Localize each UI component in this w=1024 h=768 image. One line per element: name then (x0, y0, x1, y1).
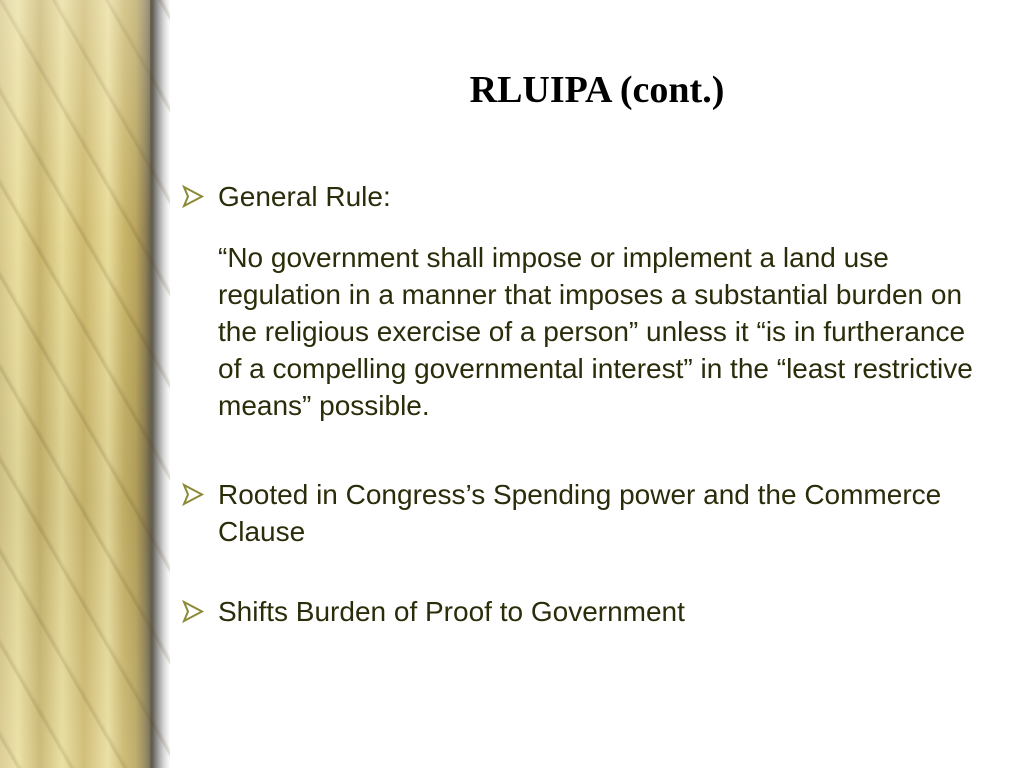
bullet-item (182, 593, 982, 630)
quoted-rule: “No government shall impose or implement a land use regulation in a manner that imposes a substantial burden on the religious exercise of a person” unless it “is in furtherance of a compelling governmental interest” in the “least restrictive means” possible. (218, 242, 973, 421)
arrow-bullet-icon (182, 178, 208, 215)
bullet-item (182, 178, 982, 215)
slide-title: RLUIPA (cont.) (469, 69, 725, 111)
slide-content (182, 178, 982, 630)
bullet-item (182, 476, 982, 550)
arrow-bullet-icon (182, 593, 208, 630)
arrow-bullet-icon (182, 476, 208, 513)
decorative-gold-sidebar (0, 0, 170, 768)
bullet-text: Rooted in Congress’s Spending power and the Commerce Clause (218, 479, 942, 547)
bullet-text: General Rule: (218, 181, 391, 212)
bullet-text: Shifts Burden of Proof to Government (218, 596, 685, 627)
sidebar-gloss (0, 0, 150, 768)
